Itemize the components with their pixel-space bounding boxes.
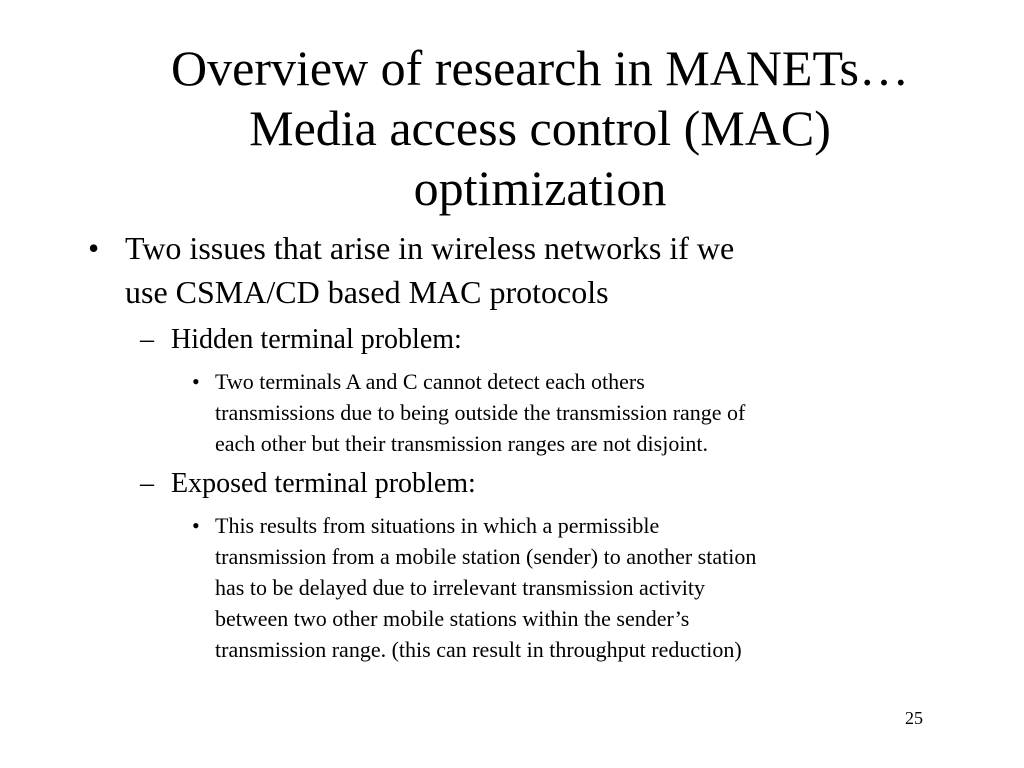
detail-bullet-marker: • [192, 369, 200, 394]
title-line: Media access control (MAC) [249, 100, 831, 156]
sub-bullet-marker: – [140, 324, 154, 355]
page-number: 25 [905, 708, 923, 728]
detail-bullet-marker: • [192, 513, 200, 538]
detail-text-line: Two terminals A and C cannot detect each others [215, 369, 645, 394]
detail-text-line: transmission from a mobile station (sender) to another station [215, 544, 757, 569]
detail-text-line: each other but their transmission ranges are not disjoint. [215, 431, 709, 456]
detail-text-line: has to be delayed due to irrelevant transmission activity [215, 575, 705, 600]
bullet-text-line: use CSMA/CD based MAC protocols [125, 274, 609, 310]
detail-text-line: between two other mobile stations within the sender’s [215, 606, 690, 631]
sub-bullet-exposed-terminal: Exposed terminal problem: [171, 468, 476, 499]
detail-text-line: transmission range. (this can result in throughput reduction) [215, 637, 742, 662]
sub-bullet-hidden-terminal: Hidden terminal problem: [171, 324, 462, 355]
detail-text-line: transmissions due to being outside the transmission range of [215, 400, 746, 425]
sub-bullet-marker: – [140, 468, 154, 499]
title-line: Overview of research in MANETs… [171, 40, 909, 96]
bullet-marker: • [88, 230, 100, 266]
bullet-text-line: Two issues that arise in wireless networks if we [125, 230, 735, 266]
title-line: optimization [413, 160, 667, 216]
detail-text-line: This results from situations in which a permissible [215, 513, 660, 538]
